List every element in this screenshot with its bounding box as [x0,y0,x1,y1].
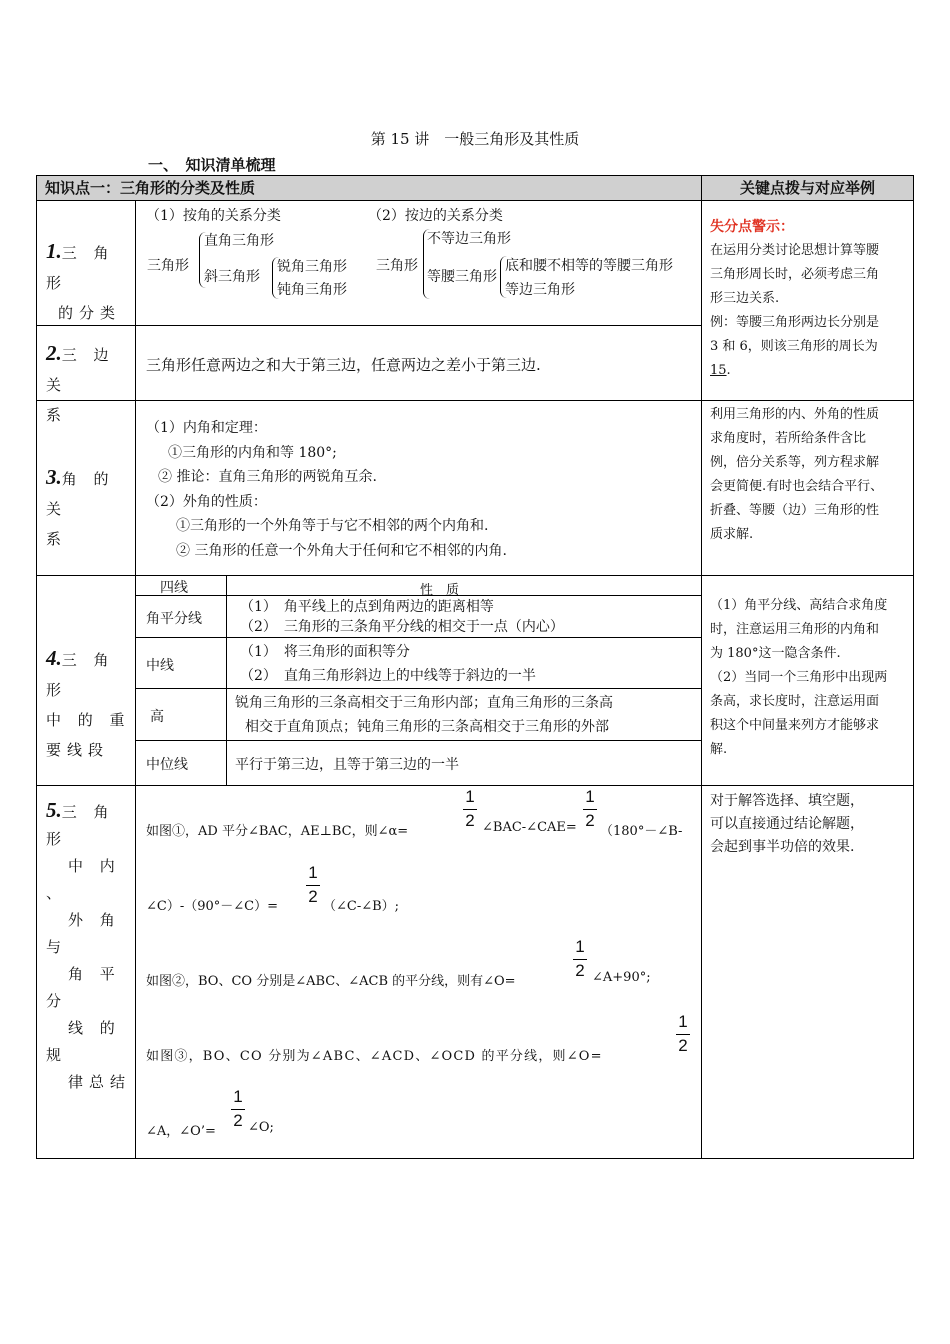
equilateral-triangle: 等边三角形 [505,282,575,298]
fraction-half: 1 2 [676,1013,690,1055]
note-angle: 利用三角形的内、外角的性质 求角度时，若所给条件含比 例，倍分关系等，列方程求解 会更简便.有时也会结合平行、 折叠、等腰（边）三角形的性 质求解. [710,407,884,542]
note-conclusion: 对于解答选择、填空题， 可以直接通过结论解题， 会起到事半功倍的效果. [710,793,864,855]
row5-label: 5.三 角 形 中 内 、 外 角 与 角 平 分 线 的 规 律总结 [46,798,132,1091]
angle-bisector-props: （1） 角平线上的点到角两边的距离相等 （2） 三角形的三条角平分线的相交于一点（内心） [240,599,564,635]
classify-by-angle-title: （1）按角的关系分类 [146,208,281,224]
angle-bisector-label: 角平分线 [146,611,202,627]
row4-label: 4.三 角 形 中 的 重 要线段 [46,646,131,759]
altitude-label: 高 [150,709,164,725]
header-right: 关键点拨与对应举例 [702,176,913,200]
row1-label: 1.三 角 形 的分类 [46,239,122,322]
obtuse-triangle: 钝角三角形 [277,282,347,298]
median-props: （1） 将三角形的面积等分 （2） 直角三角形斜边上的中线等于斜边的一半 [240,644,536,684]
angle-tree-root: 三角形 [147,258,189,274]
scalene-triangle: 不等边三角形 [427,231,511,247]
row2-label: 2.三 边 关 系 [46,341,115,424]
fraction-half: 1 2 [583,788,597,830]
note-lines: （1）角平分线、高结合求角度 时，注意运用三角形的内角和 为 180°这一隐含条件. （2）当同一个三角形中出现两 条高，求长度时，注意运用面 积这个中间量来列方才能够求 解. [710,598,888,757]
note-warning: 失分点警示： 在运用分类讨论思想计算等腰 三角形周长时，必须考虑三角 形三边关系. 例：等腰三角形两边长分别是 3 和 6，则该三角形的周长为 15. [710,215,908,383]
midline-props: 平行于第三边，且等于第三边的一半 [235,757,459,773]
lines-table-header-property: 性 质 [420,583,460,598]
answer-perimeter: 15 [710,363,727,378]
fraction-half: 1 2 [306,864,320,906]
header-left: 知识点一：三角形的分类及性质 [37,176,701,200]
classify-by-side-title: （2）按边的关系分类 [368,208,503,224]
side-tree-root: 三角形 [376,258,418,274]
oblique-triangle: 斜三角形 [204,269,260,285]
row3-label: 3.角 的 关 系 [46,465,115,548]
document-title: 第 15 讲 一般三角形及其性质 [370,130,580,148]
warning-title: 失分点警示： [710,219,794,235]
isosceles-triangle: 等腰三角形 [427,269,497,285]
fraction-half: 1 2 [573,938,587,980]
midline-label: 中位线 [146,757,188,773]
section-heading: 一、 知识清单梳理 [148,156,276,174]
median-label: 中线 [146,658,174,674]
angle-content: （1）内角和定理： ①三角形的内角和等 180°; ② 推论：直角三角形的两锐角互余. （2）外角的性质： ①三角形的一个外角等于与它不相邻的两个内角和. ② 三角形的任意一个外角大于任何和它不相邻的内角. [146,420,507,559]
acute-triangle: 锐角三角形 [277,259,347,275]
fraction-half: 1 2 [231,1088,245,1130]
lines-table-header-name: 四线 [160,580,188,596]
altitude-props: 锐角三角形的三条高相交于三角形内部；直角三角形的三条高 相交于直角顶点；钝角三角形的三条高相交于三角形的外部 [235,695,613,735]
right-triangle: 直角三角形 [204,233,274,249]
side-relation-content: 三角形任意两边之和大于第三边，任意两边之差小于第三边. [146,356,541,374]
fraction-half: 1 2 [463,788,477,830]
isosceles-not-equal: 底和腰不相等的等腰三角形 [505,258,673,274]
